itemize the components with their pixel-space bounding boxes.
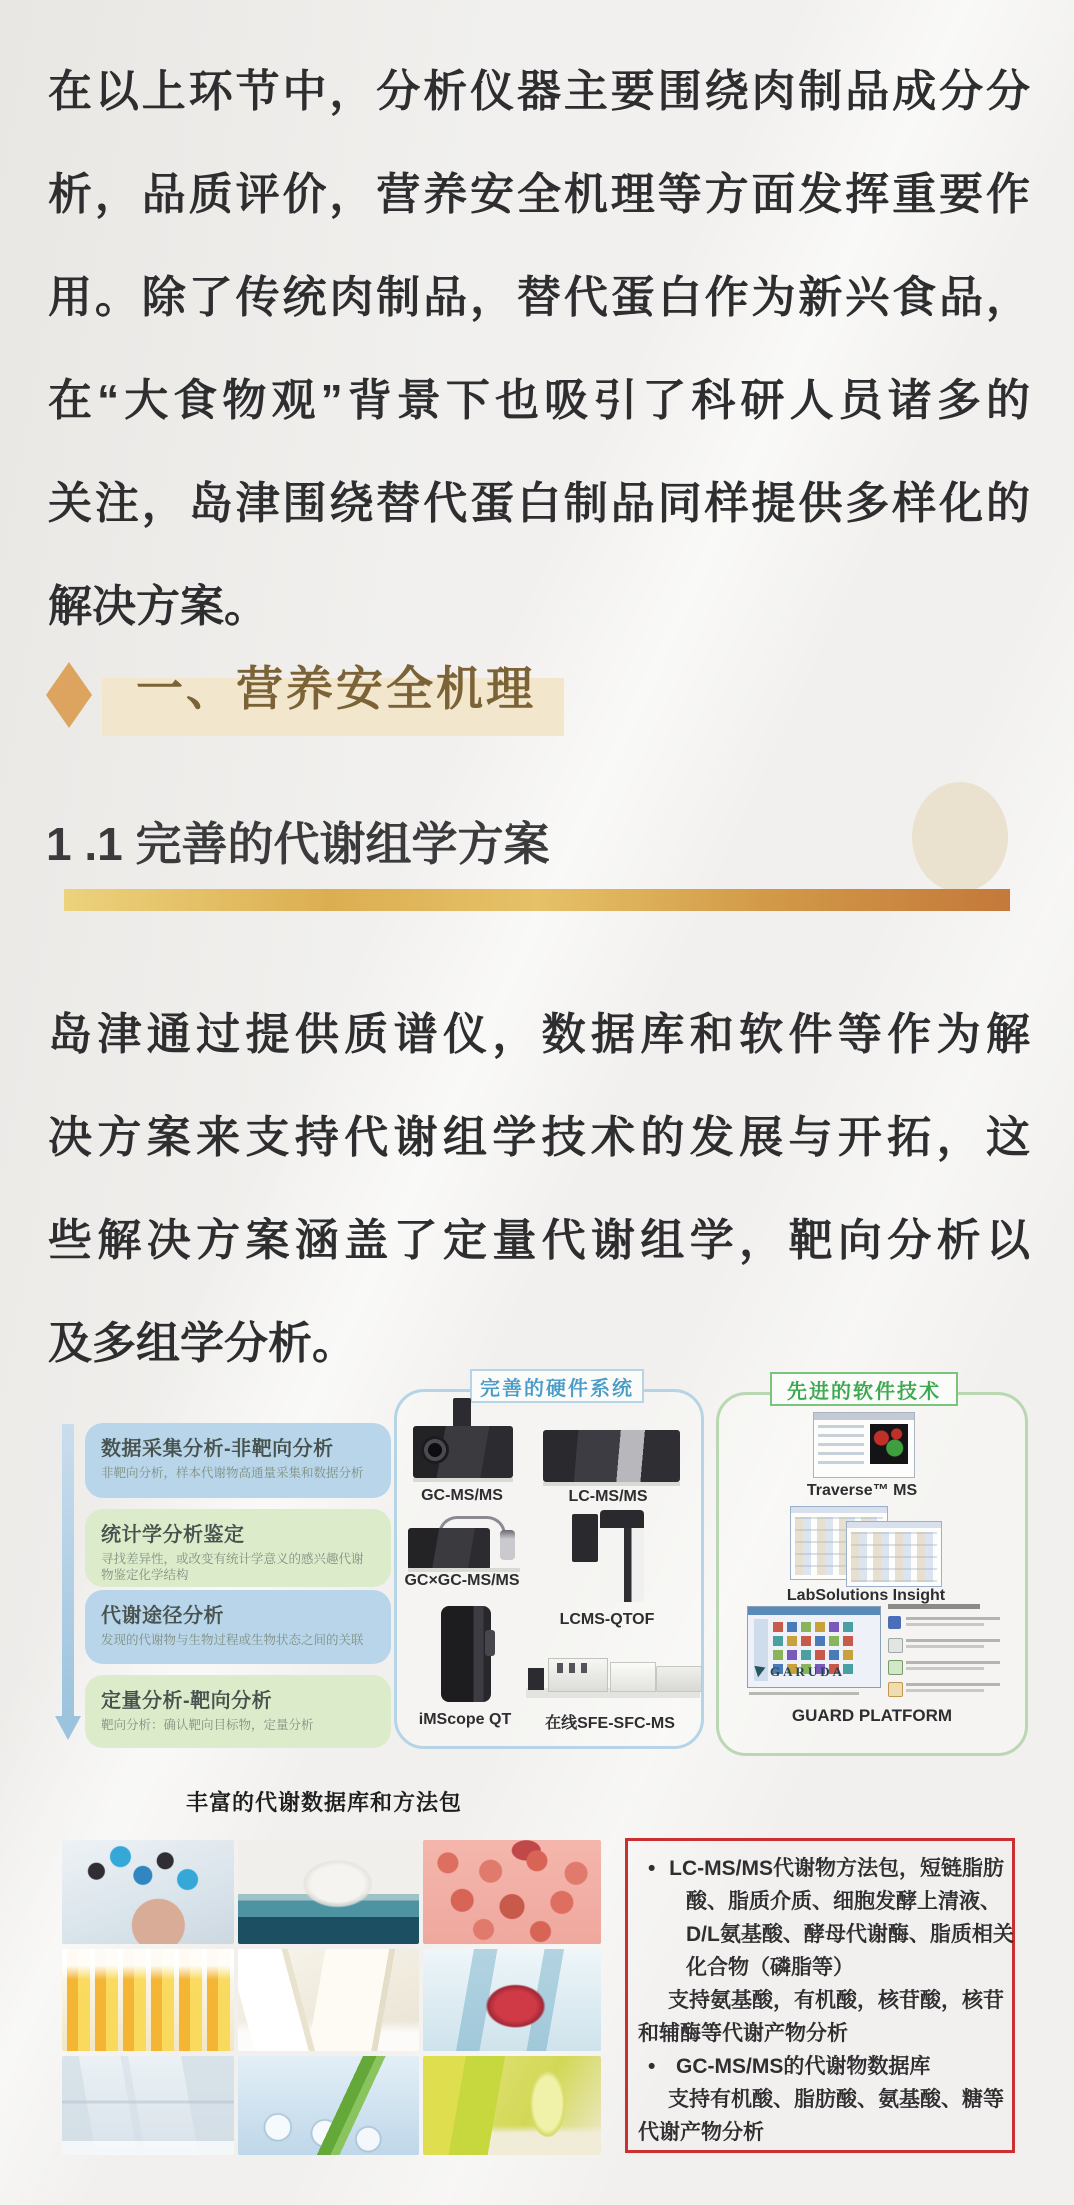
section-title: 一、营养安全机理 [136,662,536,715]
lcmsms-instrument-image [543,1430,680,1486]
bullet-icon: • [648,2055,656,2078]
workflow-step-statistics [85,1509,391,1587]
lab-glassware-photo [62,2056,234,2155]
software-panel-title: 先进的软件技术 [770,1372,958,1406]
guard-icon-grid [773,1622,783,1632]
pipette-test-tubes-photo [238,2056,419,2155]
method-line: 和辅酶等代谢产物分析 [638,2022,848,2045]
method-package-box [625,1838,1015,2153]
method-line: 支持有机酸、脂肪酸、氨基酸、糖等 [668,2088,1004,2111]
red-cell-culture-photo [423,1840,601,1944]
sfe-sfc-label: 在线SFE-SFC-MS [545,1715,675,1732]
qtof-instrument-image [572,1510,644,1602]
intro-line: 析，品质评价，营养安全机理等方面发挥重要作 [48,170,1030,219]
tofu-cubes-photo [238,1949,419,2051]
method-line: D/L氨基酸、酵母代谢酶、脂质相关 [686,1923,1014,1946]
intro-paragraph [48,40,1030,658]
gcmsms-instrument-image [413,1398,513,1482]
workflow-step-desc: 发现的代谢物与生物过程或生物状态之间的关联 [101,1633,364,1647]
workflow-step-pathway [85,1590,391,1664]
liver-model-photo [423,1949,601,2051]
method-line: 代谢产物分析 [638,2121,764,2144]
workflow-step-title: 数据采集分析-非靶向分析 [101,1438,334,1460]
method-line: • LC-MS/MS代谢物方法包，短链脂肪 [638,1852,1004,1885]
para2-line: 决方案来支持代谢组学技术的发展与开拓，这 [48,1113,1030,1162]
guard-tools-list [888,1604,1004,1704]
workflow-step-desc: 寻找差异性，或改变有统计学意义的感兴趣代谢物鉴定化学结构 [101,1552,364,1582]
intro-line: 在“大食物观”背景下也吸引了科研人员诸多的 [48,376,1030,425]
guard-url-line [749,1692,859,1695]
intro-line: 解决方案。 [48,582,268,631]
labsolutions-screenshot [846,1521,942,1587]
bullet-icon: • [648,1857,656,1880]
lab-mouse-photo [238,1840,419,1944]
workflow-down-arrow [62,1424,74,1718]
workflow-step-desc: 非靶向分析，样本代谢物高通量采集和数据分析 [101,1466,364,1480]
intro-line: 用。除了传统肉制品，替代蛋白作为新兴食品， [48,273,1030,322]
diamond-bullet-icon [46,662,92,728]
labsolutions-label: LabSolutions Insight [786,1587,946,1604]
imscope-label: iMScope QT [418,1711,512,1728]
imscope-instrument-image [441,1606,495,1702]
traverse-label: Traverse™ MS [806,1482,918,1499]
intro-line: 在以上环节中，分析仪器主要围绕肉制品成分分 [48,67,1030,116]
para2-line: 岛津通过提供质谱仪，数据库和软件等作为解 [48,1010,1030,1059]
workflow-step-desc: 靶向分析：确认靶向目标物，定量分析 [101,1718,314,1732]
qtof-label: LCMS-QTOF [559,1611,655,1628]
method-line: 酸、脂质介质、细胞发酵上清液、 [686,1890,1001,1913]
workflow-step-quantitative [85,1675,391,1748]
metabolomics-paragraph [48,983,1030,1395]
garuda-bird-icon [754,1663,767,1678]
workflow-step-title: 代谢途径分析 [101,1605,224,1627]
para2-line: 些解决方案涵盖了定量代谢组学，靶向分析以 [48,1216,1030,1265]
method-line: • GC-MS/MS的代谢物数据库 [638,2050,1004,2083]
traverse-screenshot [813,1412,915,1478]
workflow-step-title: 统计学分析鉴定 [101,1524,245,1546]
gcxgc-instrument-image [408,1514,520,1572]
gold-divider-bar [64,889,1010,911]
lcmsms-label: LC-MS/MS [568,1488,648,1505]
workflow-step-title: 定量分析-靶向分析 [101,1690,273,1712]
yellow-test-tubes-photo [62,1949,234,2051]
subsection-title: 1 .1 完善的代谢组学方案 [46,818,550,870]
workflow-step-data-acquisition [85,1423,391,1498]
guard-label: GUARD PLATFORM [791,1706,953,1725]
molecular-model-scientist-photo [62,1840,234,1944]
workflow-arrowhead-icon [55,1716,81,1740]
hardware-panel-title: 完善的硬件系统 [470,1369,644,1403]
method-line: 支持氨基酸，有机酸，核苷酸，核苷 [668,1989,1004,2012]
intro-line: 关注，岛津围绕替代蛋白制品同样提供多样化的 [48,479,1030,528]
vegetable-oil-photo [423,2056,601,2155]
method-line: 化合物（磷脂等） [686,1956,854,1979]
decorative-ellipse [912,782,1008,892]
gcxgc-label: GC×GC-MS/MS [404,1572,520,1589]
gcmsms-label: GC-MS/MS [421,1487,503,1504]
para2-line: 及多组学分析。 [48,1319,356,1368]
sfe-sfc-instrument-image [526,1652,700,1700]
methods-heading: 丰富的代谢数据库和方法包 [186,1790,463,1815]
garuda-logo: GARUDA [756,1664,876,1680]
